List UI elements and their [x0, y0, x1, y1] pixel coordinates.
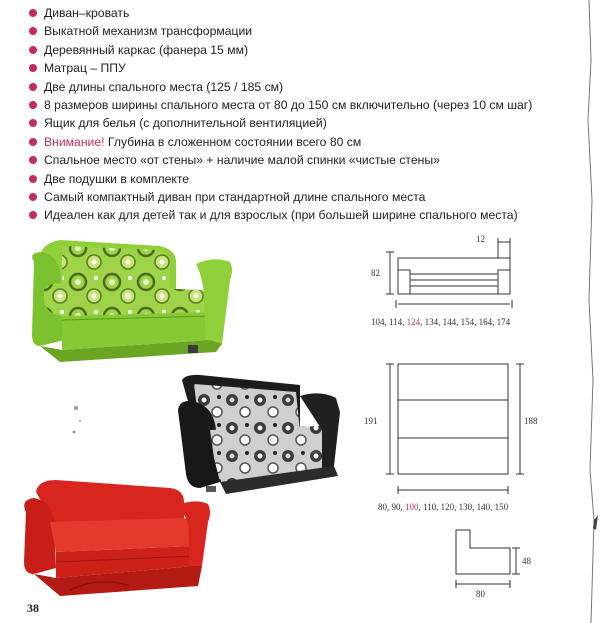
black-sofa-photo — [178, 375, 340, 494]
feature-item: 8 размеров ширины спального места от 80 до 150 см включительно (через 10 см шаг) — [26, 96, 586, 114]
feature-item-warning: Внимание! Глубина в сложенном состоянии всего 80 см — [26, 133, 586, 151]
side-view-drawing — [456, 530, 520, 588]
green-sofa-photo — [32, 240, 232, 362]
feature-item: Идеален как для детей так и для взрослых (при большей ширине спального места) — [26, 206, 586, 224]
feature-item: Две подушки в комплекте — [26, 170, 586, 188]
page-edge — [585, 0, 600, 623]
front-widths-label: 104, 114, 124, 134, 144, 154, 164, 174 — [371, 317, 511, 327]
feature-item: Деревянный каркас (фанера 15 мм) — [26, 41, 586, 59]
warning-label: Внимание! — [44, 134, 105, 149]
feature-item: Матрац – ППУ — [26, 59, 586, 77]
side-depth-label: 80 — [476, 589, 485, 599]
front-arm-width-label: 12 — [476, 234, 485, 244]
red-sofa-photo — [24, 480, 210, 596]
page-number: 38 — [27, 601, 39, 615]
top-length-right-label: 188 — [524, 416, 538, 426]
feature-item: Две длины спального места (125 / 185 см) — [26, 78, 586, 96]
feature-item: Самый компактный диван при стандартной длине спального места — [26, 188, 586, 206]
top-length-left-label: 191 — [364, 416, 378, 426]
scan-specks — [73, 406, 82, 434]
top-widths-label: 80, 90, 100, 110, 120, 130, 140, 150 — [378, 502, 509, 512]
front-height-label: 82 — [371, 268, 380, 278]
feature-item: Выкатной механизм трансформации — [26, 22, 586, 40]
feature-item: Спальное место «от стены» + наличие малой спинки «чистые стены» — [26, 151, 586, 169]
feature-item: Ящик для белья (с дополнительной вентиляцией) — [26, 114, 586, 132]
side-height-label: 48 — [522, 556, 531, 566]
top-view-drawing — [386, 364, 524, 494]
feature-item: Диван–кровать — [26, 4, 586, 22]
front-view-drawing — [386, 238, 512, 308]
